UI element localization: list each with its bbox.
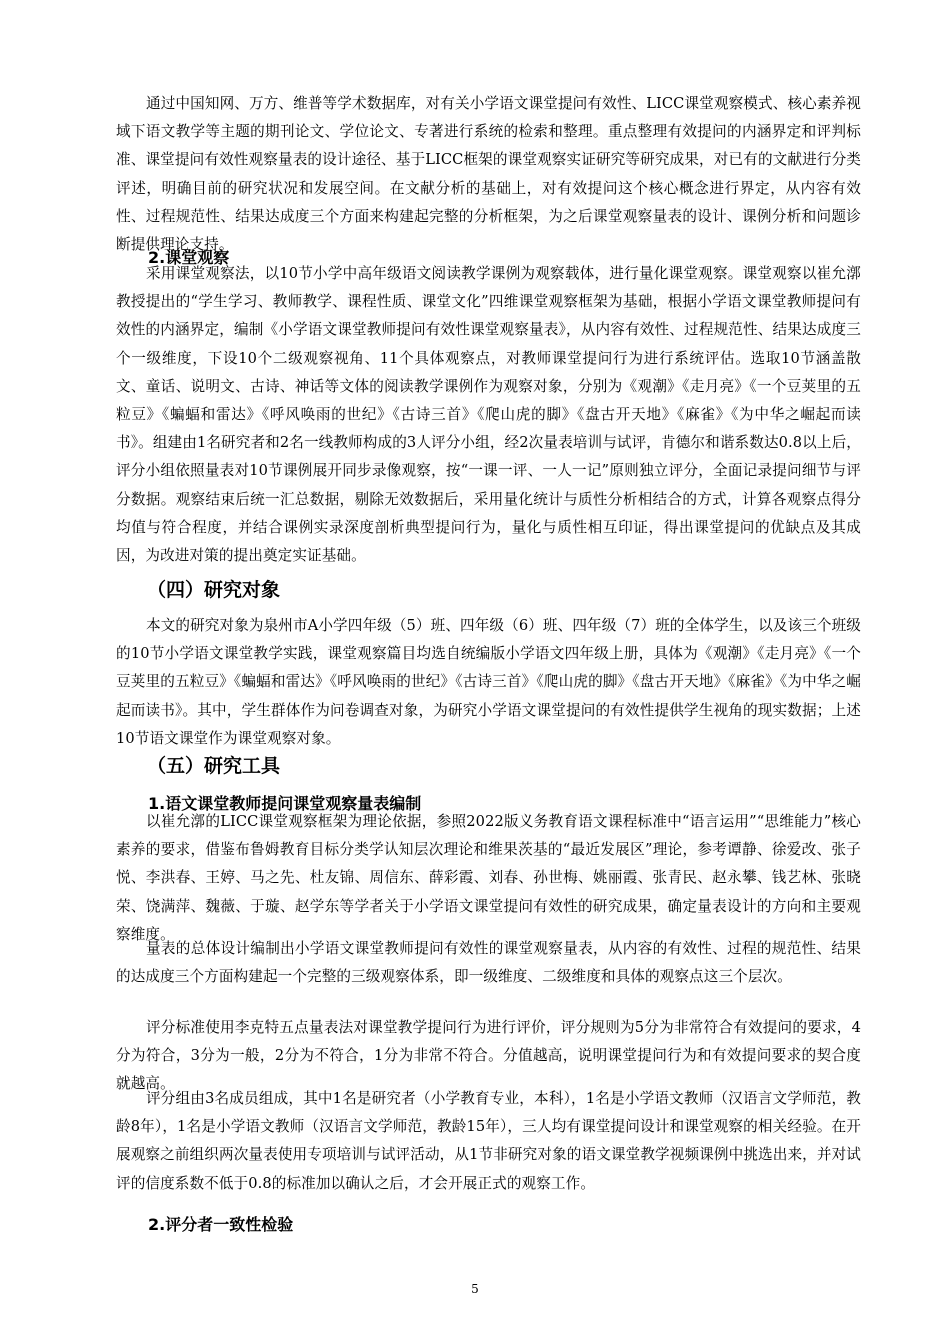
paragraph-scoring-group: 评分组由3名成员组成，其中1名是研究者（小学教育专业，本科），1名是小学语文教师（汉语言文学师范，教龄8年），1名是小学语文教师（汉语言文学师范，教龄15年），三人均有课堂提问设计和课堂观察的相关经验。在开展观察之前组织两次量表使用专项培训与试评活动，从1节非研究对象的语文课堂教学视频课例中挑选出来，并对试评的信度系数不低于0.8的标准加以确认之后，才会开展正式的观察工作。 <box>116 1090 861 1192</box>
paragraph-scoring: 评分标准使用李克特五点量表法对课堂教学提问行为进行评价，评分规则为5分为非常符合有效提问的要求，4分为符合，3分为一般，2分为不符合，1分为非常不符合。分值越高，说明课堂提问行为和有效提问要求的契合度就越高。 <box>116 1019 861 1093</box>
paragraph-scale-design: 量表的总体设计编制出小学语文课堂教师提问有效性的课堂观察量表，从内容的有效性、过程的规范性、结果的达成度三个方面构建起一个完整的三级观察体系，即一级维度、二级维度和具体的观察点这三个层次。 <box>116 940 861 986</box>
paragraph-literature-review: 通过中国知网、万方、维普等学术数据库，对有关小学语文课堂提问有效性、LICC课堂观察模式、核心素养视域下语文教学等主题的期刊论文、学位论文、专著进行系统的检索和整理。重点整理有效提问的内涵界定和评判标准、课堂提问有效性观察量表的设计途径、基于LICC框架的课堂观察实证研究等研究成果，对已有的文献进行分类评述，明确目前的研究状况和发展空间。在文献分析的基础上，对有效提问这个核心概念进行界定，从内容有效性、过程规范性、结果达成度三个方面来构建起完整的分析框架，为之后课堂观察量表的设计、课例分析和问题诊断提供理论支持。 <box>116 95 861 254</box>
section-heading-research-tools: （五）研究工具 <box>147 755 281 777</box>
subheading-consistency-check: 2.评分者一致性检验 <box>148 1215 294 1234</box>
section-heading-classroom-observation: 2.课堂观察 <box>148 248 230 267</box>
paragraph-scale-basis: 以崔允漷的LICC课堂观察框架为理论依据，参照2022版义务教育语文课程标准中“语言运用”“思维能力”核心素养的要求，借鉴布鲁姆教育目标分类学认知层次理论和维果茨基的“最近发展区”理论，参考谭静、徐爱改、张子悦、李洪春、王婷、马之先、杜友锦、周信东、薛彩霞、刘春、孙世梅、姚丽霞、张青民、赵永攀、钱艺林、张晓荣、饶满萍、魏薇、于璇、赵学东等学者关于小学语文课堂提问有效性的研究成果，确定量表设计的方向和主要观察维度。 <box>116 813 861 943</box>
section-heading-research-object: （四）研究对象 <box>147 579 281 601</box>
page-number: 5 <box>471 1282 479 1296</box>
paragraph-classroom-observation: 采用课堂观察法，以10节小学中高年级语文阅读教学课例为观察载体，进行量化课堂观察。课堂观察以崔允漷教授提出的“学生学习、教师教学、课程性质、课堂文化”四维课堂观察框架为基础，根据小学语文课堂教师提问有效性的内涵界定，编制《小学语文课堂教师提问有效性课堂观察量表》，从内容有效性、过程规范性、结果达成度三个一级维度，下设10个二级观察视角、11个具体观察点，对教师课堂提问行为进行系统评估。选取10节涵盖散文、童话、说明文、古诗、神话等文体的阅读教学课例作为观察对象，分别为《观潮》《走月亮》《一个豆荚里的五粒豆》《蝙蝠和雷达》《呼风唤雨的世纪》《古诗三首》《爬山虎的脚》《盘古开天地》《麻雀》《为中华之崛起而读书》。组建由1名研究者和2名一线教师构成的3人评分小组，经2次量表培训与试评，肯德尔和谐系数达0.8以上后，评分小组依照量表对10节课例展开同步录像观察，按“一课一评、一人一记”原则独立评分，全面记录提问细节与评分数据。观察结束后统一汇总数据，剔除无效数据后，采用量化统计与质性分析相结合的方式，计算各观察点得分均值与符合程度，并结合课例实录深度剖析典型提问行为，量化与质性相互印证，得出课堂提问的优缺点及其成因，为改进对策的提出奠定实证基础。 <box>116 265 861 565</box>
subheading-scale-compile: 1.语文课堂教师提问课堂观察量表编制 <box>148 794 422 813</box>
paragraph-research-object: 本文的研究对象为泉州市A小学四年级（5）班、四年级（6）班、四年级（7）班的全体学生，以及该三个班级的10节小学语文课堂教学实践，课堂观察篇目均选自统编版小学语文四年级上册，具体为《观潮》《走月亮》《一个豆荚里的五粒豆》《蝙蝠和雷达》《呼风唤雨的世纪》《古诗三首》《爬山虎的脚》《盘古开天地》《麻雀》《为中华之崛起而读书》。其中，学生群体作为问卷调查对象，为研究小学语文课堂提问的有效性提供学生视角的现实数据；上述10节语文课堂作为课堂观察对象。 <box>116 617 861 747</box>
